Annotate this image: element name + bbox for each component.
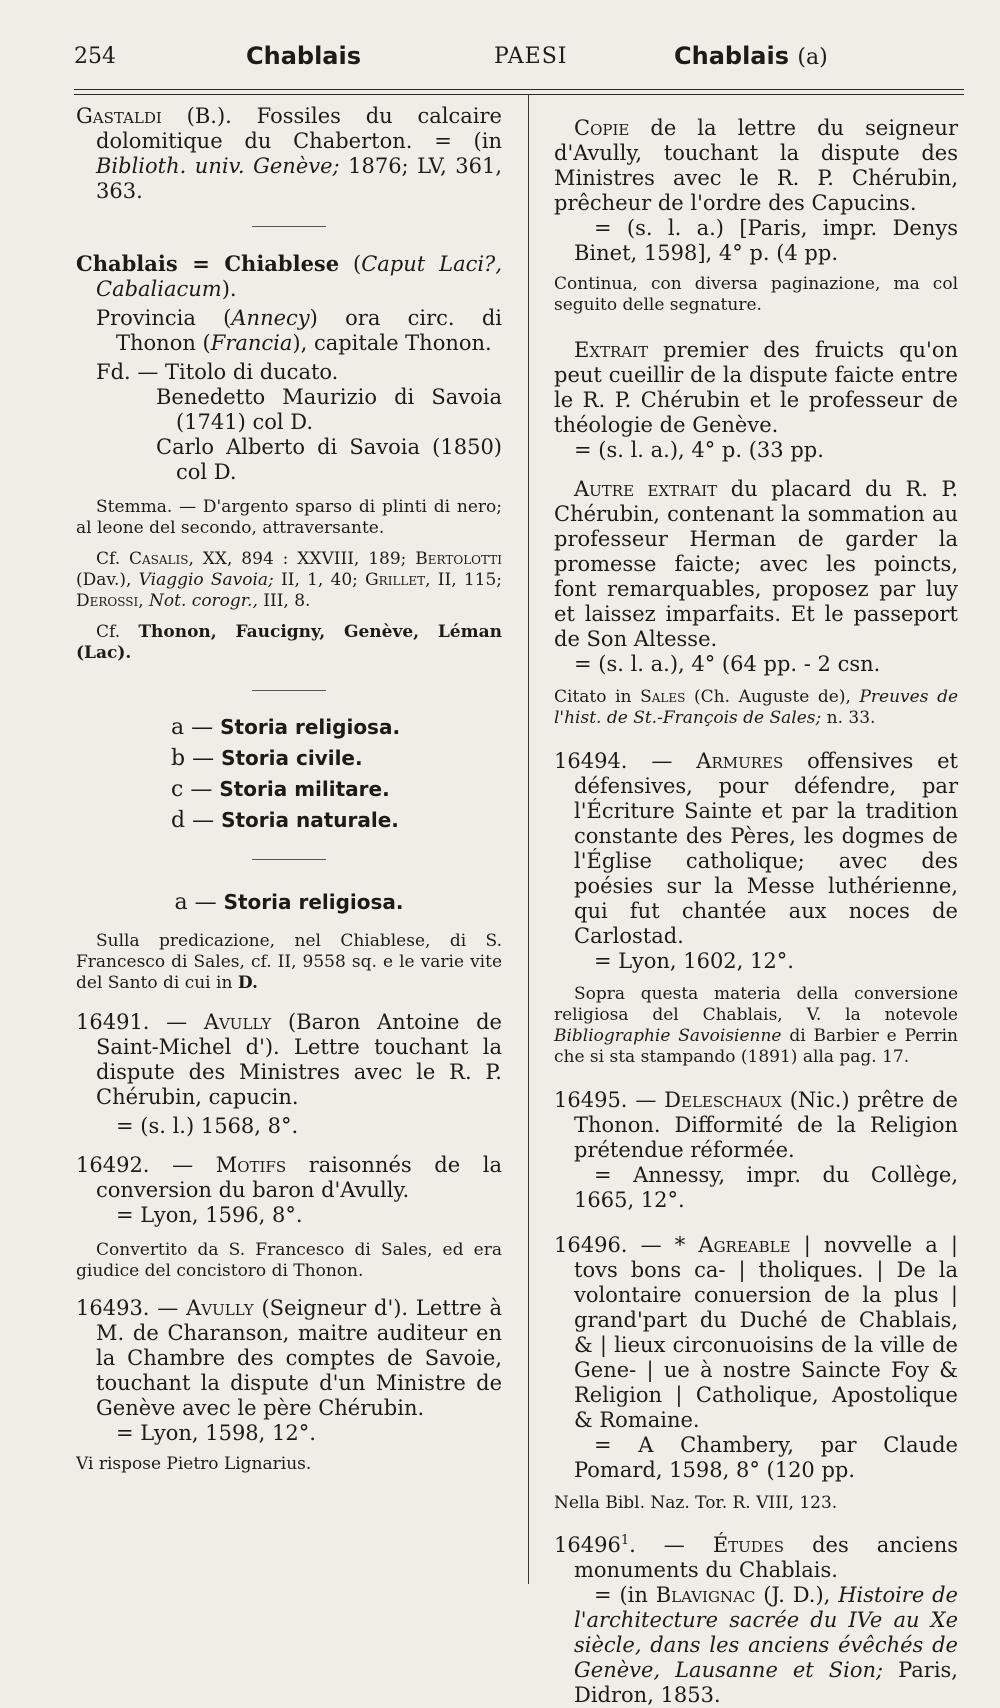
separator — [252, 690, 326, 691]
entry-author: Extrait — [574, 338, 649, 362]
section-letter: b — [171, 746, 186, 771]
section-item — [171, 715, 502, 740]
text: Citato in — [554, 687, 641, 707]
entry-author: Armures — [696, 749, 784, 773]
entry-16491-imprint: = (s. l.) 1568, 8°. — [116, 1114, 299, 1138]
section-label: Storia naturale. — [221, 808, 399, 832]
entry-title: (Nic.) prêtre de Thonon. Difformité de la Religion prétendue réformée. — [574, 1088, 958, 1162]
entry-author: Études — [712, 1533, 785, 1557]
entry-title: (Baron Antoine de Saint-Michel d'). Lettre touchant la dispute des Ministres avec le R. P. Chérubin, capucin. — [96, 1010, 502, 1109]
author-name: Casalis — [129, 549, 189, 569]
entry-autre — [554, 477, 958, 729]
chablais-heading — [76, 251, 502, 302]
entry-16495-text — [554, 1088, 958, 1163]
chablais-province — [76, 306, 502, 356]
entry-copie-imprint: = (s. l. a.) [Paris, impr. Denys Binet, 1598], 4° p. (4 pp. — [574, 216, 958, 265]
entry-extrait — [554, 338, 958, 463]
author-name: Bertolotti — [415, 549, 502, 569]
author-name: Blavignac — [655, 1583, 756, 1607]
entry-author: Avully — [186, 1296, 254, 1320]
entry-title: | novvelle a | tovs bons ca- | tholiques. | De la volontaire conuersion de la plus | grand'part du Duché de Chablais, & | lieux circonuoisins de la ville de Gene- | ue à nostre Saincte Foy & Religion | Catholique, Apostolique & Romaine. — [574, 1233, 958, 1432]
entry-16494-note — [554, 984, 958, 1068]
dash: . — — [629, 1533, 713, 1557]
entry-16495-imprint: = Annessy, impr. du Collège, 1665, 12°. — [574, 1163, 958, 1212]
section-letter: a — [171, 715, 185, 740]
text: (J. D.), — [755, 1583, 839, 1607]
text: Sulla predicazione, nel Chiablese, di S. Francesco di Sales, cf. II, 9558 sq. e le varie vite del Santo di cui in — [76, 931, 502, 993]
section-label: Storia militare. — [219, 777, 390, 801]
text: ), capitale Thonon. — [292, 331, 492, 355]
entry-title: raisonnés de la conversion du baron d'Avully. — [96, 1153, 502, 1202]
dash: — — [184, 715, 221, 740]
entry-extrait-imprint: = (s. l. a.), 4° p. (33 pp. — [574, 438, 824, 462]
entry-title: (B.). Fossiles du calcaire dolomitique du Chaberton. — [96, 104, 502, 153]
entry-number-sup: 1 — [620, 1533, 630, 1548]
separator — [252, 226, 326, 227]
text: Sopra questa materia della conversione religiosa del Chablais, V. la notevole — [554, 984, 958, 1025]
entry-16492-text — [76, 1153, 502, 1203]
chablais-stemma: Stemma. — D'argento sparso di plinti di nero; al leone del secondo, attraversante. — [76, 497, 502, 538]
entry-16493-note: Vi rispose Pietro Lignarius. — [76, 1454, 312, 1474]
entry-16496-text — [554, 1233, 958, 1433]
text: , II, 115; — [425, 570, 503, 590]
chablais-duke-2: Carlo Alberto di Savoia (1850) col D. — [156, 435, 502, 484]
entry-number: 16492. — — [76, 1153, 216, 1177]
dash: — — [187, 890, 224, 915]
entry-autre-text — [554, 477, 958, 652]
section-list — [76, 715, 502, 833]
entry-16496-1 — [554, 1528, 958, 1708]
text: Paris, Didron, 1853. — [574, 1658, 958, 1707]
entry-ref-suffix: 1876; LV, 361, 363. — [96, 154, 502, 203]
section-letter: c — [171, 777, 184, 802]
text: , XX, 894 : XXVIII, 189; — [188, 549, 416, 569]
entry-16496-note: Nella Bibl. Naz. Tor. R. VIII, 123. — [554, 1493, 838, 1513]
entry-number: 16496. — * — [554, 1233, 699, 1257]
text: n. 33. — [821, 708, 876, 728]
entry-16494-text — [554, 749, 958, 949]
entry-copie-text — [554, 116, 958, 216]
entry-copie-note: Continua, con diversa paginazione, ma col seguito delle segnature. — [554, 274, 958, 315]
text: II, 1, 40; — [273, 570, 366, 590]
header-rule-thin — [74, 94, 964, 95]
entry-title: du placard du R. P. Chérubin, contenant la sommation au professeur Herman de garder la promesse faicte; avec les poincts, font remarquables, proposez par luy et laissez imparfaits. Et le passeport de Son Altesse. — [554, 477, 958, 651]
entry-title: des anciens monuments du Chablais. — [574, 1533, 959, 1582]
text: III, 8. — [257, 591, 311, 611]
chablais-head: Chablais = Chiablese — [76, 251, 340, 276]
text: ) ora circ. di Thonon ( — [116, 306, 502, 355]
entry-16491-text — [76, 1010, 502, 1110]
text: (Dav.), — [76, 570, 139, 590]
text-italic: Preuves de l'hist. de St.-François de Sales; — [554, 687, 959, 728]
text-italic: Annecy — [231, 306, 310, 330]
author-name: Sales — [640, 687, 686, 707]
text: Provincia ( — [96, 306, 232, 330]
chablais-duke-1: Benedetto Maurizio di Savoia (1741) col D. — [156, 385, 502, 434]
entry-number: 16496 — [554, 1533, 621, 1557]
entry-copie — [554, 116, 958, 316]
header-left-title: Chablais — [246, 42, 362, 70]
text-bold: D. — [237, 973, 258, 993]
section-a-heading — [76, 890, 502, 915]
running-header — [74, 40, 964, 80]
chablais-latin: Caput Laci?, Cabaliacum — [96, 252, 502, 301]
entry-author: Deleschaux — [664, 1088, 782, 1112]
text: = (in — [594, 1583, 656, 1607]
entry-ref-italic: Biblioth. univ. Genève; — [96, 154, 340, 178]
entry-16496-imprint: = A Chambery, par Claude Pomard, 1598, 8° (120 pp. — [574, 1433, 958, 1482]
author-name: Derossi — [76, 591, 139, 611]
separator — [252, 859, 326, 860]
right-column — [554, 100, 958, 1708]
left-column — [76, 100, 502, 1475]
entry-author: Agreable — [698, 1233, 791, 1257]
entry-number: 16495. — — [554, 1088, 665, 1112]
entry-16494-imprint: = Lyon, 1602, 12°. — [594, 949, 794, 973]
entry-number: 16491. — — [76, 1010, 204, 1034]
entry-16493-text — [76, 1296, 502, 1421]
chablais-cf-2 — [76, 622, 502, 664]
chablais-cf-1 — [76, 549, 502, 612]
section-item — [171, 808, 502, 833]
entry-chablais — [76, 251, 502, 664]
section-label: Storia religiosa. — [220, 715, 401, 739]
text-italic: Not. corogr., — [149, 591, 258, 611]
entry-gastaldi-text — [76, 104, 502, 204]
header-right-suffix: (a) — [797, 45, 828, 70]
text-italic: Bibliographie Savoisienne — [554, 1026, 782, 1046]
section-a-note — [76, 931, 502, 994]
entry-author: Copie — [574, 116, 630, 140]
entry-author: Autre extrait — [574, 477, 718, 501]
page-number: 254 — [74, 44, 116, 69]
text: Cf. — [96, 549, 129, 569]
entry-16493 — [76, 1296, 502, 1475]
text-italic: Histoire de l'architecture sacrée du IVe au Xe siècle, dans les anciens évêchés de Genève, Lausanne et Sion; — [574, 1583, 958, 1682]
entry-16492-note: Convertito da S. Francesco di Sales, ed era giudice del concistoro di Thonon. — [76, 1240, 502, 1281]
entry-16493-imprint: = Lyon, 1598, 12°. — [116, 1421, 316, 1445]
header-right-text: Chablais — [674, 42, 790, 70]
entry-author: Gastaldi — [76, 104, 162, 128]
entry-ref-prefix: = (in — [434, 129, 502, 153]
text: (Ch. Auguste de), — [685, 687, 860, 707]
header-rule — [74, 89, 964, 90]
entry-16496-1-text — [554, 1528, 958, 1583]
entry-16495 — [554, 1088, 958, 1213]
section-item — [171, 746, 502, 771]
entry-16491 — [76, 1010, 502, 1139]
entry-number: 16493. — — [76, 1296, 187, 1320]
paren: ). — [221, 277, 237, 301]
cross-reference: Thonon, Faucigny, Genève, Léman (Lac). — [76, 622, 502, 663]
entry-16496-1-ref — [554, 1583, 958, 1708]
header-right-title — [674, 42, 828, 70]
entry-autre-note — [554, 687, 958, 729]
entry-16494 — [554, 749, 958, 1068]
section-item — [171, 777, 502, 802]
entry-title: premier des fruicts qu'on peut cueillir de la dispute faicte entre le R. P. Chérubin et le professeur de théologie de Genève. — [554, 338, 958, 437]
entry-autre-imprint: = (s. l. a.), 4° (64 pp. - 2 csn. — [574, 652, 881, 676]
entry-16492-imprint: = Lyon, 1596, 8°. — [116, 1203, 303, 1227]
header-center-title: PAESI — [494, 44, 568, 69]
section-letter: d — [171, 808, 186, 833]
section-label: Storia religiosa. — [223, 890, 404, 914]
dash: — — [185, 808, 222, 833]
entry-author: Motifs — [215, 1153, 287, 1177]
section-label: Storia civile. — [221, 746, 363, 770]
dash: — — [185, 746, 222, 771]
text-italic: Viaggio Savoia; — [138, 570, 274, 590]
entry-16496 — [554, 1233, 958, 1514]
entry-title: (Seigneur d'). Lettre à M. de Charanson, maitre auditeur en la Chambre des comptes de Savoie, touchant la dispute d'un Ministre de Genève avec le père Chérubin. — [96, 1296, 502, 1420]
entry-gastaldi — [76, 104, 502, 204]
entry-author: Avully — [203, 1010, 272, 1034]
text-italic: Francia — [210, 331, 293, 355]
entry-number: 16494. — — [554, 749, 697, 773]
entry-title: offensives et défensives, pour défendre, par l'Écriture Sainte et par la tradition constante des Pères, les dogmes de l'Église catholique; avec des poésies sur la Messe luthérienne, qui fut chantée aux noces de Carlostad. — [574, 749, 958, 948]
column-divider — [528, 94, 529, 1584]
text: , — [138, 591, 150, 611]
entry-16492 — [76, 1153, 502, 1282]
entry-title: de la lettre du seigneur d'Avully, touchant la dispute des Ministres avec le R. P. Chérubin, prêcheur de l'ordre des Capucins. — [554, 116, 958, 215]
author-name: Grillet — [365, 570, 426, 590]
paren: ( — [339, 252, 362, 276]
text: Cf. — [96, 622, 139, 642]
chablais-fd: Fd. — Titolo di ducato. — [96, 360, 339, 384]
entry-extrait-text — [554, 338, 958, 438]
section-letter: a — [174, 890, 188, 915]
text: di Barbier e Perrin che si sta stampando (1891) alla pag. 17. — [554, 1026, 958, 1067]
dash: — — [183, 777, 220, 802]
